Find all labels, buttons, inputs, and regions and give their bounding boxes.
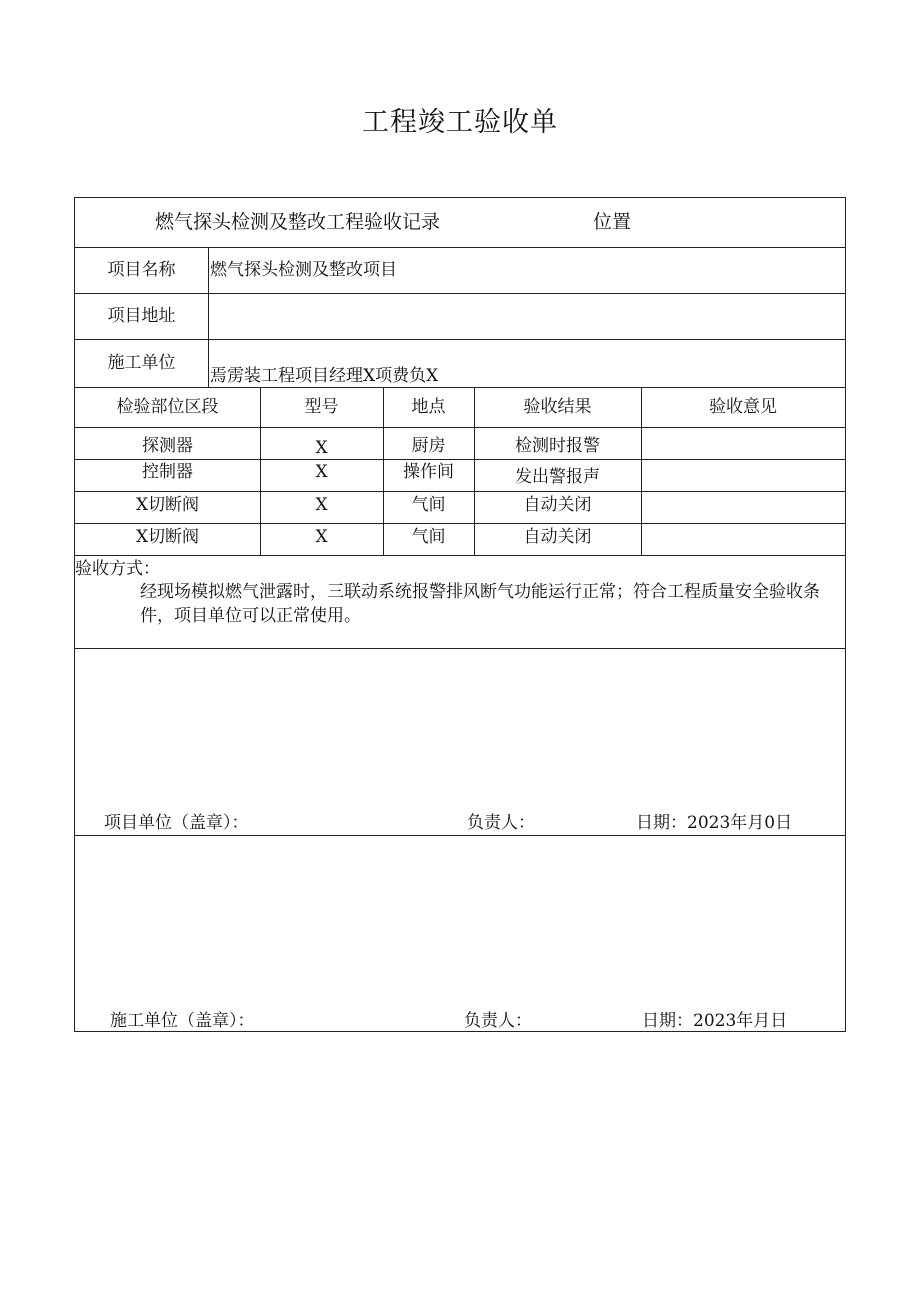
row-divider [75, 523, 845, 524]
construction-unit-seal-label: 施工单位（盖章）： [110, 1011, 255, 1031]
construction-unit-value: 焉雳装工程项目经理X项费负X [210, 366, 439, 386]
row-divider [75, 555, 845, 556]
row-divider [75, 387, 845, 388]
table-cell: 发出警报声 [515, 467, 600, 487]
row-divider [75, 648, 845, 649]
table-cell: 检测时报警 [515, 436, 600, 456]
project-name-label: 项目名称 [107, 260, 176, 280]
table-cell: X切断阀 [135, 527, 200, 547]
row-divider [75, 491, 845, 492]
header-model: 型号 [304, 397, 339, 417]
row-divider [75, 339, 845, 340]
acceptance-method-text: 经现场模拟燃气泄露时，三联动系统报警排风断气功能运行正常；符合工程质量安全验收条件，项目单位可以正常使用。 [140, 582, 820, 626]
header-inspection-section: 检验部位区段 [116, 397, 219, 417]
header-result: 验收结果 [523, 397, 592, 417]
row-divider [75, 427, 845, 428]
row-divider [75, 293, 845, 294]
document-title: 工程竣工验收单 [362, 107, 558, 138]
construction-unit-label: 施工单位 [107, 353, 176, 373]
table-cell: X [315, 495, 328, 515]
table-cell: 操作间 [403, 462, 454, 482]
project-date-label: 日期：2023年月0日 [636, 813, 793, 833]
record-heading: 燃气探头检测及整改工程验收记录 [155, 211, 441, 233]
table-cell: 控制器 [142, 462, 193, 482]
table-cell: X [315, 462, 328, 482]
acceptance-method-label: 验收方式： [75, 559, 160, 579]
row-divider [75, 835, 845, 836]
acceptance-form [74, 197, 846, 1032]
header-opinion: 验收意见 [709, 397, 777, 417]
construction-person-label: 负责人： [464, 1011, 532, 1031]
header-location: 地点 [411, 397, 446, 417]
project-unit-seal-label: 项目单位（盖章）： [104, 813, 249, 833]
table-cell: X切断阀 [135, 495, 200, 515]
table-cell: 气间 [411, 495, 446, 515]
table-cell: X [315, 438, 328, 458]
table-cell: 厨房 [411, 436, 446, 456]
table-cell: 气间 [411, 527, 446, 547]
row-divider [75, 247, 845, 248]
table-cell: 探测器 [142, 436, 193, 456]
table-cell: 自动关闭 [523, 495, 592, 515]
project-address-label: 项目地址 [107, 306, 176, 326]
location-label: 位置 [593, 211, 632, 233]
row-divider [75, 459, 845, 460]
project-name-value: 燃气探头检测及整改项目 [210, 260, 397, 280]
project-person-label: 负责人： [467, 813, 535, 833]
table-cell: X [315, 527, 328, 547]
table-cell: 自动关闭 [523, 527, 592, 547]
column-divider [208, 247, 209, 387]
construction-date-label: 日期：2023年月日 [642, 1011, 788, 1031]
